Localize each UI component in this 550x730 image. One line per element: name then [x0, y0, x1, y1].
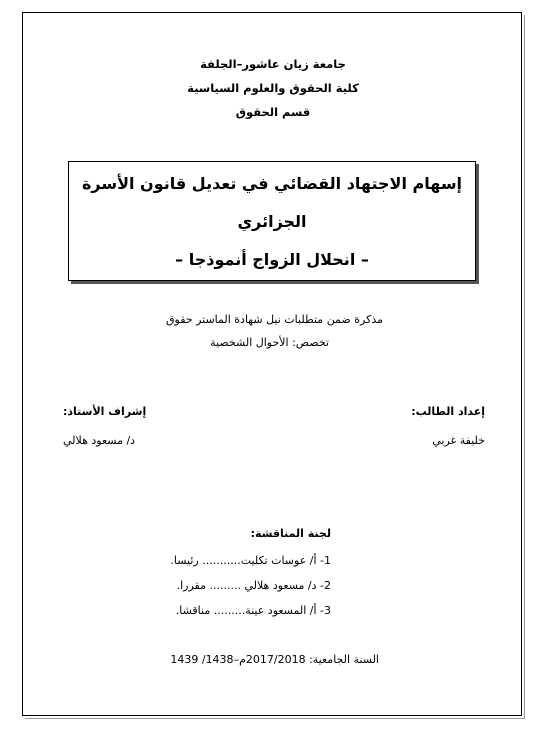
department-name: قسم الحقوق	[235, 105, 311, 119]
thesis-title-line2: الجزائري	[237, 212, 307, 231]
committee-heading: لجنة المناقشة:	[250, 527, 331, 540]
student-label: إعداد الطالب:	[411, 405, 485, 418]
thesis-specialty: تخصص: الأحوال الشخصية	[210, 336, 329, 349]
thesis-purpose: مذكرة ضمن متطلبات نيل شهادة الماستر حقوق	[165, 313, 383, 326]
committee-member-3: 3- أ/ المسعود عينة......... مناقشا.	[175, 604, 331, 617]
committee-member-1: 1- أ/ عوسات تكليت........... رئيسا.	[170, 554, 331, 567]
title-box	[68, 161, 476, 281]
supervisor-name: د/ مسعود هلالي	[63, 434, 136, 447]
thesis-title-line1: إسهام الاجتهاد القضائي في تعديل قانون الأسرة	[81, 174, 463, 193]
faculty-name: كلية الحقوق والعلوم السياسية	[187, 81, 359, 95]
university-name: جامعة زيان عاشور–الجلفة	[200, 57, 346, 71]
academic-year: السنة الجامعية: 2017/2018م–1438/ 1439	[170, 653, 379, 666]
student-name: خليفة غربي	[432, 434, 485, 447]
supervisor-label: إشراف الأستاذ:	[63, 405, 147, 418]
page-frame	[22, 12, 522, 716]
committee-member-2: 2- د/ مسعود هلالي ......... مقررا.	[176, 579, 331, 592]
thesis-title-line3: – انحلال الزواج أنموذجا –	[175, 250, 369, 269]
